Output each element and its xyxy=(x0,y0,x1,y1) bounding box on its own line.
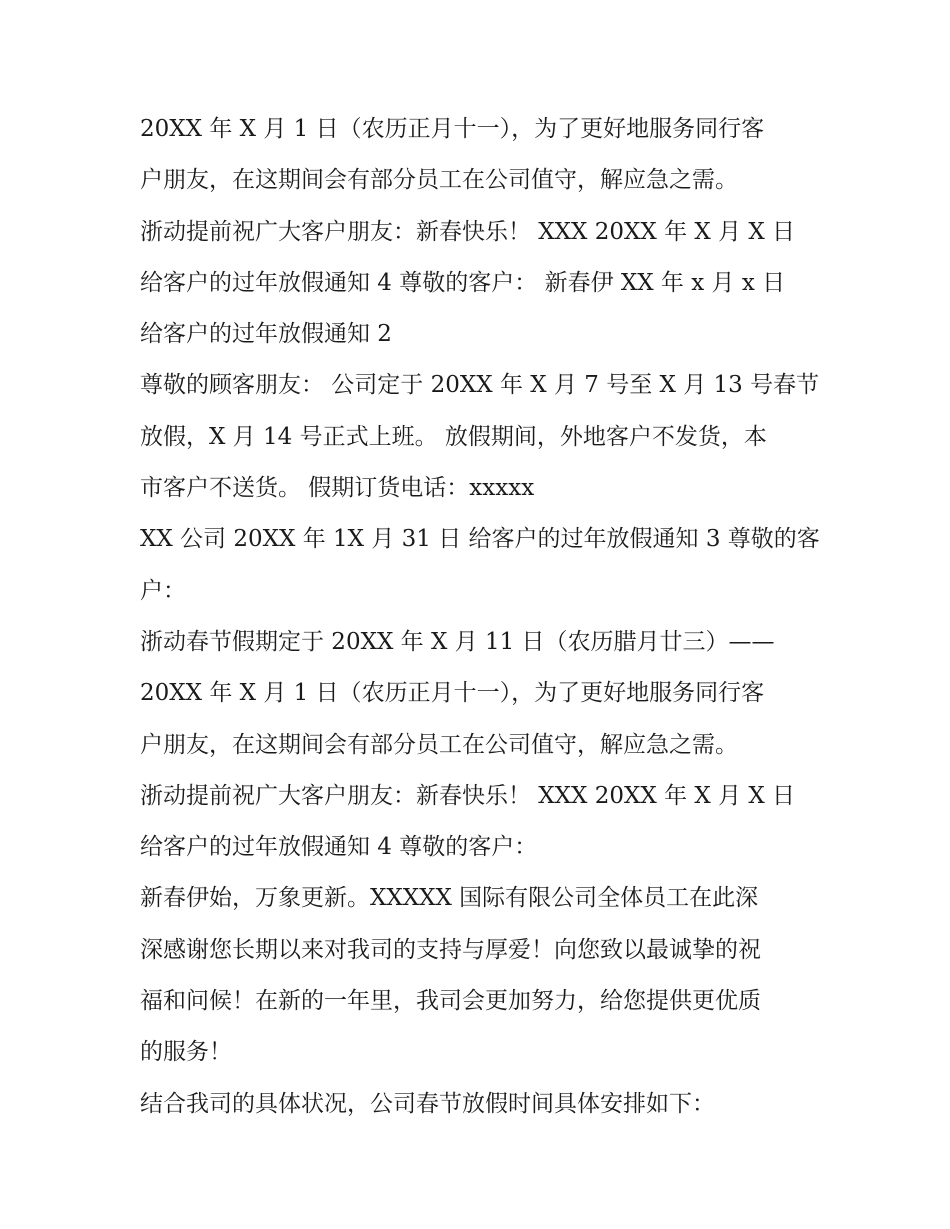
text-line-7: 放假，X 月 14 号正式上班。 放假期间，外地客户不发货，本 xyxy=(140,423,767,450)
text-line-1: 20XX 年 X 月 1 日（农历正月十一），为了更好地服务同行客 xyxy=(140,116,765,142)
text-line-6: 尊敬的顾客朋友： 公司定于 20XX 年 X 月 7 号至 X 月 13 号春节 xyxy=(140,372,820,399)
text-line-2: 户朋友，在这期间会有部分员工在公司值守，解应急之需。 xyxy=(140,167,738,194)
text-line-12: 20XX 年 X 月 1 日（农历正月十一），为了更好地服务同行客 xyxy=(140,680,765,707)
text-line-20: 结合我司的具体状况，公司春节放假时间具体安排如下： xyxy=(140,1090,715,1117)
text-line-16: 新春伊始，万象更新。XXXXX 国际有限公司全体员工在此深 xyxy=(140,885,759,912)
text-line-10: 户： xyxy=(140,577,186,604)
text-line-9: XX 公司 20XX 年 1X 月 31 日 给客户的过年放假通知 3 尊敬的客 xyxy=(140,526,820,553)
text-line-15: 给客户的过年放假通知 4 尊敬的客户： xyxy=(140,834,538,861)
text-line-18: 福和问候！在新的一年里，我司会更加努力，给您提供更优质 xyxy=(140,988,761,1015)
text-line-13: 户朋友，在这期间会有部分员工在公司值守，解应急之需。 xyxy=(140,731,738,758)
text-line-4: 给客户的过年放假通知 4 尊敬的客户： 新春伊 XX 年 x 月 x 日 xyxy=(140,269,786,296)
text-line-19: 的服务！ xyxy=(140,1039,232,1066)
text-line-3: 浙动提前祝广大客户朋友：新春快乐！ XXX 20XX 年 X 月 X 日 xyxy=(140,218,796,245)
text-line-14: 浙动提前祝广大客户朋友：新春快乐！ XXX 20XX 年 X 月 X 日 xyxy=(140,782,796,809)
text-line-5: 给客户的过年放假通知 2 xyxy=(140,321,392,348)
text-line-17: 深感谢您长期以来对我司的支持与厚爱！向您致以最诚挚的祝 xyxy=(140,936,761,963)
text-line-11: 浙动春节假期定于 20XX 年 X 月 11 日（农历腊月廿三）—— xyxy=(140,628,775,655)
document-body xyxy=(140,104,820,1130)
text-line-8: 市客户不送货。 假期订货电话：xxxxx xyxy=(140,475,535,502)
